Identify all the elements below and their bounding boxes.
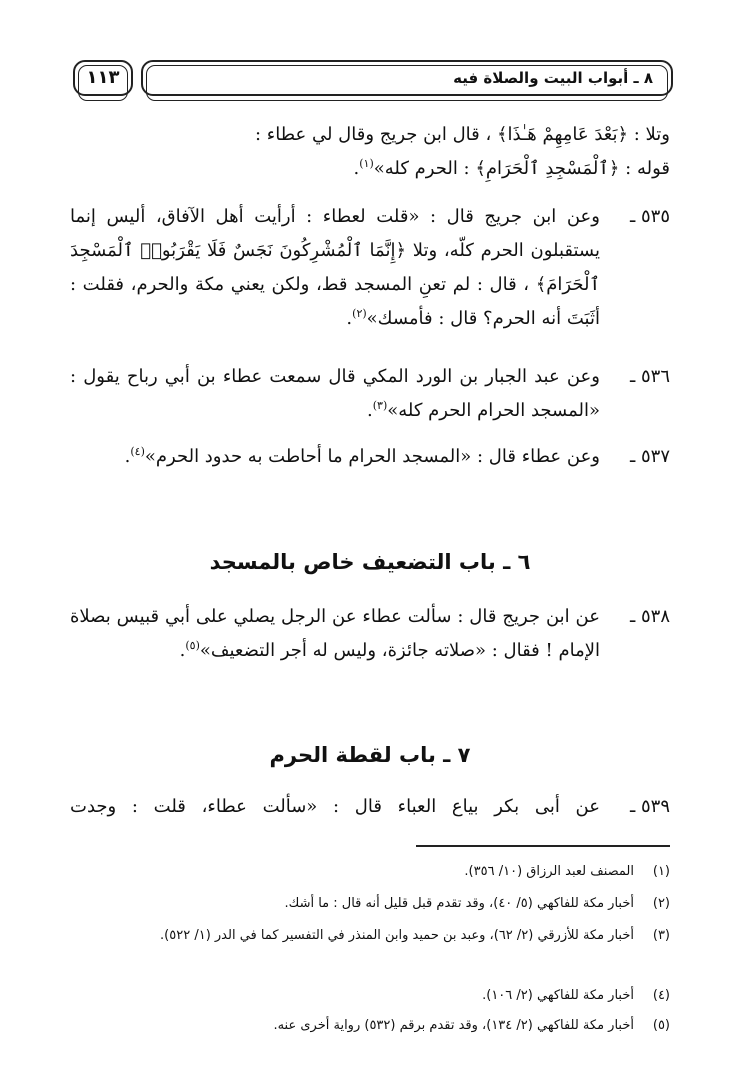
- footnote-ref: (٢): [352, 307, 367, 320]
- hadith-entry: ٥٣٦ ـ وعن عبد الجبار بن الورد المكي قال سمعت عطاء بن أبي رباح يقول : «المسجد الحرام الحرم كله»$^{(٣)}$.: [70, 360, 670, 428]
- footnote-text: أخبار مكة للفاكهي (٢/ ١٠٦).: [482, 988, 634, 1003]
- page-number: ١١٣: [86, 67, 120, 88]
- footnote-text: أخبار مكة للفاكهي (٥/ ٤٠)، وقد تقدم قبل قليل أنه قال : ما أشك.: [284, 896, 634, 911]
- footnote: [70, 858, 670, 886]
- footnote-text: أخبار مكة للفاكهي (٢/ ١٣٤)، وقد تقدم برقم (٥٣٢) رواية أخرى عنه.: [273, 1018, 634, 1033]
- hadith-entry: ٥٣٥ ـ وعن ابن جريج قال : «قلت لعطاء : أرأيت أهل الآفاق، أليس إنما يستقبلون الحرم كلّه، وتلا ﴿إِنَّمَا ٱلْمُشْرِكُونَ نَجَسٌ فَلَا يَقْرَبُوا۟ ٱلْمَسْجِدَ ٱلْحَرَامَ﴾ ، قال : لم تعنِ المسجد قط، ولكن يعني مكة والحرم، فقلت : أثَبَتَ أنه الحرم؟ قال : فأمسك»$^{(٢)}$.: [70, 200, 670, 336]
- footnote-text: المصنف لعبد الرزاق (١٠/ ٣٥٦).: [464, 864, 634, 879]
- entry-text: عن ابن جريج قال : سألت عطاء عن الرجل يصلي على أبي قبيس بصلاة الإمام ! فقال : «صلاته جائزة، وليس له أجر التضعيف»: [70, 606, 600, 661]
- intro-line-2: قوله : ﴿ٱلْمَسْجِدِ ٱلْحَرَامِ﴾ : الحرم كله»: [373, 158, 670, 179]
- entry-text: وعن ابن جريج قال : «قلت لعطاء : أرأيت أهل الآفاق، أليس إنما يستقبلون الحرم كلّه، وتلا ﴿إِنَّمَا ٱلْمُشْرِكُونَ نَجَسٌ فَلَا يَقْرَبُوا۟ ٱلْمَسْجِدَ ٱلْحَرَامَ﴾ ، قال : لم تعنِ المسجد قط، ولكن يعني مكة والحرم، فقلت : أثَبَتَ أنه الحرم؟ قال : فأمسك»: [70, 206, 600, 329]
- chapter-heading: ٧ ـ باب لقطة الحرم: [269, 743, 471, 767]
- chapter-heading: ٦ ـ باب التضعيف خاص بالمسجد: [209, 550, 531, 574]
- hadith-entry: ٥٣٨ ـ عن ابن جريج قال : سألت عطاء عن الرجل يصلي على أبي قبيس بصلاة الإمام ! فقال : «صلاته جائزة، وليس له أجر التضعيف»$^{(٥)}$.: [70, 600, 670, 668]
- entry-text: وعن عطاء قال : «المسجد الحرام ما أحاطت به حدود الحرم»: [144, 446, 600, 467]
- page-header: [73, 60, 673, 98]
- footnote-number: (٢): [652, 896, 670, 911]
- footnote-ref: (٤): [130, 445, 145, 458]
- footnote: [70, 890, 670, 918]
- footnote-ref: (٥): [185, 639, 200, 652]
- hadith-entry: [70, 790, 670, 824]
- footnote-ref: (١): [359, 157, 374, 170]
- entry-text: عن أبى بكر بياع العباء قال : «سألت عطاء، قلت : وجدت: [70, 796, 600, 817]
- entry-number: ٥٣٨ ـ: [629, 606, 670, 627]
- entry-number: ٥٣٥ ـ: [629, 206, 670, 227]
- footnote-number: (٥): [652, 1018, 670, 1033]
- footnote-number: (١): [652, 864, 670, 879]
- running-title: ٨ ـ أبواب البيت والصلاة فيه: [453, 69, 653, 87]
- header-title-frame: [141, 60, 673, 96]
- entry-text: وعن عبد الجبار بن الورد المكي قال سمعت عطاء بن أبي رباح يقول : «المسجد الحرام الحرم كله»: [70, 366, 600, 421]
- entry-number: ٥٣٧ ـ: [629, 446, 670, 467]
- footnote-ref: (٣): [372, 399, 388, 412]
- footnote-number: (٤): [652, 988, 670, 1003]
- page-number-frame: [73, 60, 133, 96]
- footnote: [70, 1012, 670, 1040]
- entry-number: ٥٣٦ ـ: [629, 366, 670, 387]
- footnote-number: (٣): [652, 928, 670, 943]
- entry-number: ٥٣٩ ـ: [629, 796, 670, 817]
- footnote-divider: [416, 845, 670, 847]
- intro-paragraph: وتلا : ﴿بَعْدَ عَامِهِمْ هَـٰذَا﴾ ، قال ابن جريج وقال لي عطاء : قوله : ﴿ٱلْمَسْجِدِ ٱلْحَرَامِ﴾ : الحرم كله»$^{(١)}$.: [70, 118, 670, 186]
- footnote: [70, 982, 670, 1010]
- footnote-text: أخبار مكة للأزرقي (٢/ ٦٢)، وعبد بن حميد وابن المنذر في التفسير كما في الدر (١/ ٥٢٢).: [160, 928, 634, 943]
- footnote: [70, 922, 670, 950]
- intro-line-1: وتلا : ﴿بَعْدَ عَامِهِمْ هَـٰذَا﴾ ، قال ابن جريج وقال لي عطاء :: [254, 124, 670, 145]
- hadith-entry: ٥٣٧ ـ وعن عطاء قال : «المسجد الحرام ما أحاطت به حدود الحرم»$^{(٤)}$.: [70, 440, 670, 474]
